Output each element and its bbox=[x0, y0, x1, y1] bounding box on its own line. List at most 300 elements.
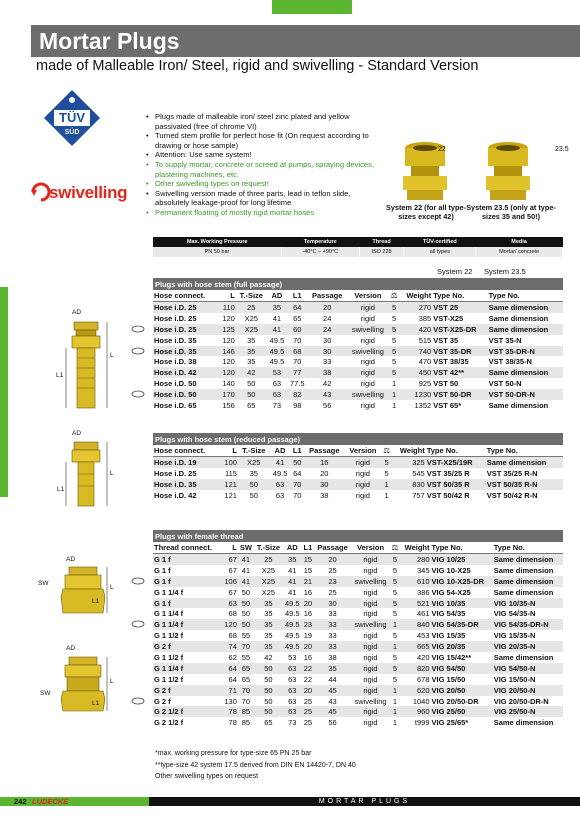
table-cell: rigid bbox=[363, 674, 378, 684]
table-cell: 120 bbox=[221, 619, 238, 630]
table-cell: 38 bbox=[328, 652, 337, 662]
table-cell: 325 bbox=[392, 457, 426, 468]
table-cell: Same dimension bbox=[488, 400, 549, 410]
table-cell: G 2 f bbox=[153, 685, 221, 696]
table-cell: rigid bbox=[347, 367, 389, 378]
table-cell: 420 bbox=[399, 324, 432, 335]
table-cell: 63 bbox=[283, 706, 302, 717]
drawing-label-l1: L1 bbox=[57, 486, 65, 493]
drawing-label-sw: SW bbox=[40, 690, 51, 697]
table-cell: rigid bbox=[347, 302, 389, 313]
table-cell: rigid bbox=[363, 631, 378, 641]
table-caption: Plugs with hose stem (reduced passage) bbox=[153, 433, 563, 445]
page-subtitle: made of Malleable Iron/ Steel, rigid and swivelling - Standard Version bbox=[36, 58, 479, 74]
table-cell: 5 bbox=[384, 468, 389, 478]
table-cell: 70 bbox=[293, 335, 302, 345]
table-cell: VST 42** bbox=[432, 367, 487, 378]
table-cell: 25 bbox=[236, 302, 267, 313]
table-cell: Hose i.D. 25 bbox=[153, 302, 218, 313]
drawing-reduced-passage-plug bbox=[62, 440, 122, 515]
table-cell: 960 bbox=[400, 706, 431, 717]
table-cell: rigid bbox=[351, 554, 390, 565]
table-cell: VST 35-DR-N bbox=[488, 346, 563, 357]
table-cell: 45 bbox=[314, 685, 351, 696]
table-cell: 120 bbox=[222, 313, 235, 323]
column-header: Hose connect. bbox=[153, 290, 218, 302]
footer-section-title: MORTAR PLUGS bbox=[149, 797, 580, 806]
drawing-label-l: L bbox=[110, 678, 114, 685]
table-cell: 20 bbox=[303, 685, 313, 695]
table-cell: 5 bbox=[390, 663, 400, 674]
table-cell: 35 bbox=[264, 631, 273, 641]
drawing-label-l: L bbox=[110, 470, 114, 477]
table-cell: 50 bbox=[241, 587, 251, 597]
swivel-symbol-icon bbox=[130, 347, 146, 355]
table-cell: 20 bbox=[320, 468, 329, 478]
drawing-label-l: L bbox=[110, 584, 114, 591]
footnote: *max. working pressure for type-size 65 PN 25 bar bbox=[155, 750, 312, 757]
table-cell: 830 bbox=[392, 479, 426, 490]
column-header: L bbox=[220, 445, 238, 457]
table-row bbox=[153, 608, 563, 619]
table-cell: 678 bbox=[417, 674, 430, 684]
table-cell: 110 bbox=[218, 302, 236, 313]
table-cell: G 1 f bbox=[154, 565, 171, 575]
table-cell: Hose i.D. 42 bbox=[154, 490, 197, 500]
table-cell: Same dimension bbox=[493, 718, 554, 728]
table-cell: 65 bbox=[293, 313, 302, 323]
table-cell: VIG 15/42** bbox=[431, 652, 472, 662]
table-cell: VIG 20/35-N bbox=[493, 641, 563, 652]
table-cell: 100 bbox=[220, 457, 238, 468]
table-cell: 50 bbox=[291, 457, 304, 468]
table-cell: 1230 bbox=[399, 389, 432, 400]
table-cell: VIG 10-X25-DR bbox=[431, 576, 493, 587]
table-cell: 62 bbox=[228, 652, 237, 662]
table-cell: rigid bbox=[351, 706, 390, 717]
column-header: SW bbox=[239, 543, 252, 552]
table-cell: Hose i.D. 38 bbox=[154, 357, 197, 367]
drawing-label-l: L bbox=[110, 352, 114, 359]
table-cell: 33 bbox=[328, 609, 337, 619]
table-cell: G 1 f bbox=[153, 598, 221, 609]
column-header: L bbox=[218, 290, 236, 302]
table-cell: 450 bbox=[399, 367, 432, 378]
footer-brand-bar bbox=[0, 797, 149, 806]
page-title: Mortar Plugs bbox=[31, 25, 580, 57]
table-cell: Same dimension bbox=[493, 576, 563, 587]
table-cell: 25 bbox=[303, 707, 313, 717]
table-cell: rigid bbox=[360, 313, 375, 323]
table-cell: 5 bbox=[389, 302, 400, 313]
drawing-female-thread-plug bbox=[55, 565, 115, 626]
table-cell: swivelling bbox=[354, 696, 387, 706]
system-23-5-label: System 23.5 (only at type-sizes 35 and 50!) bbox=[466, 203, 556, 221]
table-cell: Hose i.D. 35 bbox=[153, 479, 220, 490]
table-cell: swivelling bbox=[347, 324, 389, 335]
table-cell: 1 bbox=[381, 479, 392, 490]
table-cell: VIG 20/50-DR bbox=[431, 696, 479, 706]
table-row bbox=[153, 565, 563, 576]
table-cell: rigid bbox=[360, 400, 375, 410]
table-cell: 120 bbox=[222, 357, 235, 367]
table-cell: 77 bbox=[287, 367, 307, 378]
tuv-logo-subtext: SÜD bbox=[64, 129, 80, 136]
table-cell: 85 bbox=[238, 706, 254, 717]
table-row bbox=[153, 468, 563, 479]
table-cell: VIG 54/35-DR bbox=[431, 619, 493, 630]
swivel-symbol-icon bbox=[130, 620, 146, 628]
spec-value: PN 50 bar bbox=[153, 247, 281, 257]
table-cell: 49.5 bbox=[283, 598, 302, 609]
table-cell: 56 bbox=[323, 400, 332, 410]
table-cell: 470 bbox=[418, 357, 432, 367]
table-cell: 5 bbox=[392, 631, 397, 641]
column-header: ⚖ bbox=[390, 291, 398, 300]
column-header: T.-Size bbox=[236, 290, 267, 302]
table-row bbox=[153, 313, 563, 324]
table-cell: 30 bbox=[314, 598, 351, 609]
table-cell: 50 bbox=[238, 598, 254, 609]
table-cell: 85 bbox=[241, 718, 251, 728]
table-cell: 1 bbox=[391, 379, 397, 389]
table-cell: 41 bbox=[288, 565, 297, 575]
table-cell: 49.5 bbox=[285, 609, 300, 619]
table-cell: 50 bbox=[264, 696, 273, 706]
table-cell: 24 bbox=[307, 324, 347, 335]
feature-item: • Permanent floating of mostly rigid mortar hoses bbox=[146, 208, 386, 218]
table-cell: rigid bbox=[351, 598, 390, 609]
table-row bbox=[153, 479, 563, 490]
page-number: 242 bbox=[14, 797, 27, 806]
table-cell: 35 bbox=[254, 598, 283, 609]
swivelling-logo bbox=[29, 177, 149, 207]
feature-item: • Turned stem profile for perfect hose fit (On request according to drawing or hose sample) bbox=[146, 131, 386, 150]
table-cell: X25 bbox=[261, 565, 276, 575]
tuv-logo-text: TÜV bbox=[59, 110, 85, 125]
table-cell: 43 bbox=[307, 389, 347, 400]
table-cell: 63 bbox=[288, 696, 297, 706]
footnote: Other swivelling types on request bbox=[155, 773, 259, 780]
table-cell: 280 bbox=[400, 554, 431, 565]
table-cell: 50 bbox=[238, 479, 270, 490]
table-cell: 63 bbox=[283, 685, 302, 696]
feature-list bbox=[146, 112, 386, 218]
table-cell: 30 bbox=[307, 346, 347, 357]
column-header: ⚖ bbox=[381, 445, 392, 457]
table-cell: 82 bbox=[287, 389, 307, 400]
table-cell: 30 bbox=[323, 335, 332, 345]
table-cell: Same dimension bbox=[493, 587, 554, 597]
table-cell: 63 bbox=[267, 389, 287, 400]
table-cell: 5 bbox=[392, 587, 397, 597]
table-cell: VIG 20/50 bbox=[431, 685, 493, 696]
table-cell: VIG 15/35 bbox=[431, 631, 466, 641]
table-row bbox=[153, 378, 563, 389]
table-cell: 67 bbox=[228, 587, 237, 597]
table-cell: 45 bbox=[314, 706, 351, 717]
table-cell: 35 bbox=[236, 346, 267, 357]
table-cell: VST 50/35 R bbox=[426, 479, 486, 490]
table-cell: VIG 10/35 bbox=[431, 598, 493, 609]
table-cell: 1352 bbox=[414, 400, 432, 410]
table-caption: Plugs with female thread bbox=[153, 530, 563, 542]
table-cell: 125 bbox=[218, 324, 236, 335]
table-cell: 70 bbox=[238, 641, 254, 652]
table-cell: 50 bbox=[249, 490, 258, 500]
table-cell: 49.5 bbox=[269, 335, 285, 345]
table-cell: 41 bbox=[241, 565, 251, 575]
column-header: Thread connect. bbox=[153, 542, 221, 554]
table-cell: G 1 f bbox=[153, 576, 221, 587]
table-cell: G 1 1/4 f bbox=[154, 609, 184, 619]
table-cell: rigid bbox=[363, 652, 378, 662]
table-cell: VST 50/42 R bbox=[426, 490, 470, 500]
table-cell: VIG 25/50 bbox=[431, 706, 493, 717]
table-female-thread bbox=[153, 530, 563, 728]
table-cell: VST-X25/19R bbox=[426, 457, 486, 468]
table-cell: 130 bbox=[224, 696, 237, 706]
table-cell: VIG 54/50-N bbox=[493, 663, 563, 674]
table-cell: Hose i.D. 50 bbox=[154, 379, 197, 389]
table-cell: 35 bbox=[264, 609, 273, 619]
table-cell: VIG 25/65* bbox=[431, 718, 469, 728]
table-cell: 5 bbox=[389, 324, 400, 335]
table-cell: 21 bbox=[303, 576, 313, 586]
table-cell: 521 bbox=[400, 598, 431, 609]
table-cell: 385 bbox=[418, 313, 432, 323]
table-cell: X25 bbox=[236, 324, 267, 335]
table-cell: VST 50-DR-N bbox=[488, 389, 563, 400]
footnote: **type-size 42 system 17.5 derived from DIN EN 14420-7, DN 40 bbox=[155, 761, 356, 769]
swivel-symbol-icon bbox=[130, 325, 146, 333]
table-cell: VST 65* bbox=[433, 400, 462, 410]
table-cell: VIG 20/50-N bbox=[493, 685, 563, 696]
table-cell: VST 35-DR bbox=[432, 346, 487, 357]
table-cell: 5 bbox=[390, 576, 400, 587]
table-cell: 55 bbox=[241, 652, 251, 662]
table-cell: 98 bbox=[293, 400, 302, 410]
table-cell: 67 bbox=[228, 565, 237, 575]
table-cell: rigid bbox=[355, 468, 370, 478]
table-cell: 41 bbox=[272, 313, 282, 323]
table-cell: 35 bbox=[283, 554, 302, 565]
table-cell: 5 bbox=[392, 609, 397, 619]
table-cell: 5 bbox=[392, 652, 397, 662]
table-cell: VST 38/35 bbox=[433, 357, 469, 367]
table-cell: 25 bbox=[328, 565, 337, 575]
table-row bbox=[153, 685, 563, 696]
table-cell: 74 bbox=[221, 641, 238, 652]
drawing-label-l1: L1 bbox=[92, 598, 100, 605]
drawing-label-sw: SW bbox=[38, 580, 49, 587]
drawing-label-l1: L1 bbox=[92, 700, 100, 707]
drawing-label-ad: AD bbox=[66, 645, 76, 652]
column-header: Weight bbox=[399, 290, 432, 302]
table-cell: 60 bbox=[287, 324, 307, 335]
table-cell: 41 bbox=[238, 554, 254, 565]
table-cell: VST-X25-DR bbox=[432, 324, 487, 335]
table-cell: 63 bbox=[283, 663, 302, 674]
table-cell: 41 bbox=[238, 576, 254, 587]
table-cell: rigid bbox=[345, 479, 381, 490]
table-cell: 44 bbox=[328, 674, 337, 684]
table-cell: 67 bbox=[221, 554, 238, 565]
table-cell: VST 50-N bbox=[488, 379, 522, 389]
table-row bbox=[153, 389, 563, 400]
table-cell: 1040 bbox=[412, 696, 430, 706]
table-cell: VIG 54-X25 bbox=[431, 587, 471, 597]
table-cell: Same dimension bbox=[493, 554, 563, 565]
table-cell: 50 bbox=[254, 663, 283, 674]
table-cell: 25 bbox=[303, 696, 313, 706]
drawing-label-ad: AD bbox=[72, 309, 82, 316]
feature-item: • Swivelling version made of three parts, lead in teflon slide, absolutely leakage-proof for long lifetime bbox=[146, 189, 386, 208]
column-header: AD bbox=[270, 445, 291, 457]
table-cell: 5 bbox=[389, 367, 400, 378]
table-cell: 1 bbox=[390, 685, 400, 696]
table-cell: 25 bbox=[303, 718, 313, 728]
table-cell: G 1 f bbox=[153, 554, 221, 565]
table-cell: VIG 20/35 bbox=[431, 641, 493, 652]
table-cell: rigid bbox=[360, 357, 375, 367]
table-cell: 5 bbox=[381, 457, 392, 468]
table-cell: 35 bbox=[247, 335, 256, 345]
table-cell: 78 bbox=[228, 718, 237, 728]
table-cell: 22 bbox=[303, 674, 313, 684]
table-cell: 50 bbox=[264, 674, 273, 684]
swivelling-logo-text: swivelling bbox=[49, 183, 128, 202]
table-cell: VIG 15/35-N bbox=[493, 631, 536, 641]
table-cell: 49.5 bbox=[269, 357, 285, 367]
table-cell: 65 bbox=[247, 400, 256, 410]
table-cell: 64 bbox=[287, 302, 307, 313]
table-cell: rigid bbox=[351, 641, 390, 652]
table-cell: rigid bbox=[355, 490, 370, 500]
table-cell: 68 bbox=[228, 631, 237, 641]
table-cell: rigid bbox=[363, 587, 378, 597]
table-cell: 78 bbox=[221, 706, 238, 717]
table-cell: 50 bbox=[254, 706, 283, 717]
table-cell: VST 35-N bbox=[488, 335, 522, 345]
column-header: Hose connect. bbox=[153, 445, 220, 457]
table-cell: VIG 10/25 bbox=[431, 554, 493, 565]
table-cell: 16 bbox=[303, 609, 313, 619]
table-cell: 70 bbox=[293, 490, 302, 500]
table-cell: 115 bbox=[224, 468, 237, 478]
table-cell: G 1 1/2 f bbox=[154, 652, 184, 662]
table-cell: 1 bbox=[389, 389, 400, 400]
spec-header: TÜV-certified bbox=[404, 237, 476, 247]
table-row bbox=[153, 652, 563, 663]
table-caption: Plugs with hose stem (full passage) bbox=[153, 278, 563, 290]
table-cell: 50 bbox=[247, 379, 256, 389]
column-header: Version bbox=[345, 445, 381, 457]
table-cell: 820 bbox=[400, 663, 431, 674]
system-22-dimension: 22 bbox=[438, 146, 446, 153]
table-cell: X25 bbox=[244, 313, 258, 323]
table-cell: 25 bbox=[254, 554, 283, 565]
table-cell: VST 25 bbox=[432, 302, 487, 313]
table-cell: 63 bbox=[221, 598, 238, 609]
table-cell: Hose i.D. 35 bbox=[153, 346, 218, 357]
table-cell: 41 bbox=[267, 324, 287, 335]
table-cell: 63 bbox=[272, 379, 282, 389]
table-cell: 1 bbox=[392, 718, 397, 728]
column-header: Version bbox=[347, 290, 389, 302]
table-row bbox=[153, 630, 563, 641]
system-22-column-label: System 22 bbox=[437, 267, 473, 276]
drawing-hose-stem-plug bbox=[62, 318, 122, 423]
column-header: Version bbox=[351, 542, 390, 554]
table-cell: G 2 1/2 f bbox=[153, 706, 221, 717]
table-cell: 70 bbox=[238, 685, 254, 696]
table-cell: VIG 54/35-N bbox=[493, 609, 536, 619]
table-cell: 386 bbox=[417, 587, 430, 597]
table-cell: 120 bbox=[218, 367, 236, 378]
tuv-certification-logo bbox=[42, 88, 102, 164]
drawing-label-l1: L1 bbox=[56, 372, 64, 379]
table-row bbox=[153, 346, 563, 357]
table-cell: VST 35/25 R bbox=[426, 468, 470, 478]
table-cell: 30 bbox=[304, 479, 345, 490]
product-image-system-22 bbox=[395, 138, 455, 202]
table-cell: 1 bbox=[390, 641, 400, 652]
table-cell: Same dimension bbox=[493, 565, 554, 575]
table-cell: X25 bbox=[254, 576, 283, 587]
table-cell: 5 bbox=[390, 598, 400, 609]
table-cell: 15 bbox=[303, 565, 313, 575]
table-cell: 49.5 bbox=[272, 468, 288, 478]
column-header: Type No. bbox=[486, 445, 563, 457]
table-cell: 453 bbox=[417, 631, 430, 641]
table-cell: rigid bbox=[351, 663, 390, 674]
column-header: AD bbox=[283, 542, 302, 554]
table-cell: X25 bbox=[238, 457, 270, 468]
table-cell: 70 bbox=[293, 357, 302, 367]
table-cell: 420 bbox=[417, 652, 430, 662]
spec-value: Mortar/ concrete bbox=[476, 247, 563, 257]
table-cell: 545 bbox=[412, 468, 425, 478]
table-hose-stem-reduced-passage bbox=[153, 433, 563, 501]
table-cell: 64 bbox=[221, 663, 238, 674]
column-header: Weight bbox=[392, 445, 426, 457]
table-cell: VST 35 bbox=[433, 335, 459, 345]
side-accent-bar bbox=[0, 287, 8, 497]
table-cell: 20 bbox=[314, 554, 351, 565]
table-cell: Same dimension bbox=[488, 324, 563, 335]
table-cell: VST 50/35 R-N bbox=[486, 479, 563, 490]
column-header: L1 bbox=[303, 543, 313, 552]
table-cell: 63 bbox=[270, 479, 291, 490]
feature-item: • To supply mortar, concrete or screed at pumps, spraying devices, plastering machines, etc. bbox=[146, 160, 386, 179]
table-cell: VST 50 bbox=[433, 379, 459, 389]
table-cell: 16 bbox=[303, 652, 313, 662]
column-header: L1 bbox=[287, 290, 307, 302]
table-cell: rigid bbox=[351, 685, 390, 696]
table-cell: G 2 f bbox=[153, 641, 221, 652]
table-row bbox=[153, 619, 563, 630]
spec-value: all types bbox=[404, 247, 476, 257]
table-cell: 63 bbox=[288, 674, 297, 684]
column-header: Type No. bbox=[432, 290, 487, 302]
table-row bbox=[153, 554, 563, 565]
column-header: Type No. bbox=[426, 445, 486, 457]
table-row bbox=[153, 576, 563, 587]
table-cell: 35 bbox=[267, 302, 287, 313]
table-cell: rigid bbox=[345, 457, 381, 468]
table-cell: 55 bbox=[241, 631, 251, 641]
